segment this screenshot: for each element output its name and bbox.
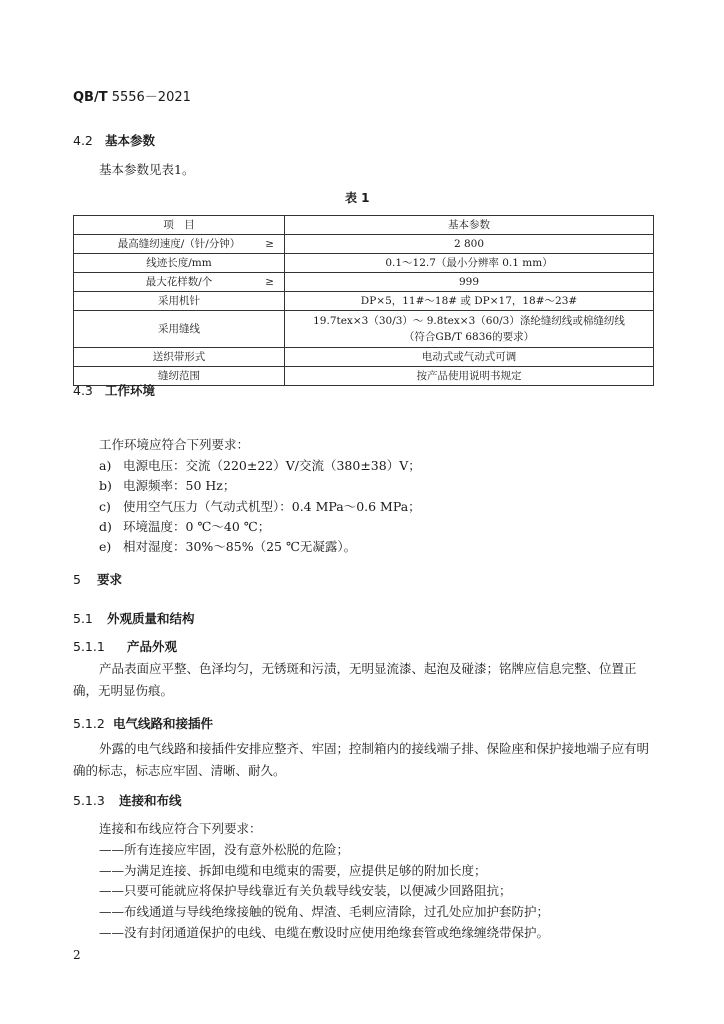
heading-5-1-2 <box>73 714 213 732</box>
parameters-table <box>73 215 654 386</box>
heading-title: 外观质量和结构 <box>107 611 195 626</box>
page-number: 2 <box>73 948 81 962</box>
item-label: 送织带形式 <box>152 351 206 363</box>
heading-4-2 <box>73 131 155 149</box>
table-row <box>74 254 654 273</box>
list-label: d) <box>99 519 112 534</box>
value-line-2: （符合GB/T 6836的要求） <box>403 331 535 343</box>
table-header-item: 项 目 <box>74 216 285 235</box>
list-item: ——没有封闭通道保护的电线、电缆在敷设时应使用绝缘套管或绝缘缠绕带保护。 <box>99 925 550 940</box>
heading-title: 产品外观 <box>127 639 178 654</box>
item-label: 最高缝纫速度/（针/分钟） <box>117 238 241 250</box>
item-label: 缝纫范围 <box>158 370 200 382</box>
heading-title: 连接和布线 <box>119 793 182 808</box>
table-cell-item <box>74 273 285 292</box>
heading-5-1 <box>73 609 195 627</box>
table-cell-item <box>74 348 285 367</box>
heading-title: 电气线路和接插件 <box>113 716 214 731</box>
list-item <box>99 497 421 515</box>
item-symbol: ≥ <box>265 276 274 288</box>
value-line-1: 19.7tex×3（30/3）～ 9.8tex×3（60/3）涤纶缝纫线或棉缝纫线 <box>313 315 625 327</box>
table-cell-item <box>74 254 285 273</box>
table-cell-item <box>74 311 285 348</box>
paragraph-appearance: 产品表面应平整、色泽均匀，无锈斑和污渍，无明显流漆、起泡及碰漆；铭牌应信息完整、位置正确，无明显伤痕。 <box>73 661 637 698</box>
table-cell-value <box>285 311 654 348</box>
table-cell-value: 2 800 <box>285 235 654 254</box>
list-item: ——布线通道与导线绝缘接触的锐角、焊渣、毛刺应清除，过孔处应加护套防护； <box>99 904 550 919</box>
list-label: a) <box>99 458 112 473</box>
list-item <box>99 517 270 535</box>
heading-title: 工作环境 <box>105 383 156 398</box>
table-row <box>74 292 654 311</box>
item-label: 线迹长度/mm <box>146 257 212 269</box>
table-header-value: 基本参数 <box>285 216 654 235</box>
heading-number: 4.3 <box>73 383 93 398</box>
heading-number: 5 <box>73 572 81 587</box>
list-text: 电源电压：交流（220±22）V/交流（380±38）V； <box>123 458 421 473</box>
list-text: 使用空气压力（气动式机型）：0.4 MPa～0.6 MPa； <box>123 499 421 514</box>
item-label: 最大花样数/个 <box>145 276 213 288</box>
table-cell-item <box>74 235 285 254</box>
item-symbol: ≥ <box>265 238 274 250</box>
heading-number: 5.1.3 <box>73 793 105 808</box>
paragraph-wiring-intro: 连接和布线应符合下列要求： <box>99 821 262 836</box>
list-item <box>99 476 235 494</box>
list-label: c) <box>99 499 111 514</box>
heading-4-3 <box>73 381 155 399</box>
paragraph-basic-params-intro: 基本参数见表1。 <box>99 162 195 177</box>
table-row <box>74 273 654 292</box>
heading-5-1-3 <box>73 791 182 809</box>
table-cell-value: 电动式或气动式可调 <box>285 348 654 367</box>
heading-5 <box>73 570 122 588</box>
document-code <box>73 86 191 105</box>
list-text: 环境温度：0 ℃～40 ℃； <box>123 519 271 534</box>
paragraph-env-intro: 工作环境应符合下列要求： <box>99 437 250 452</box>
table-cell-value: 0.1～12.7（最小分辨率 0.1 mm） <box>285 254 654 273</box>
document-code-number: 5556－2021 <box>107 90 191 105</box>
list-item: ——所有连接应牢固，没有意外松脱的危险； <box>99 842 350 857</box>
heading-number: 4.2 <box>73 133 93 148</box>
heading-5-1-1 <box>73 637 177 655</box>
item-label: 采用机针 <box>158 295 200 307</box>
heading-number: 5.1.2 <box>73 716 105 731</box>
list-item: ——只要可能就应将保护导线靠近有关负载导线安装，以便减少回路阻抗； <box>99 883 512 898</box>
list-label: b) <box>99 478 112 493</box>
list-item <box>99 537 356 555</box>
table-cell-value: 999 <box>285 273 654 292</box>
heading-title: 要求 <box>97 572 123 587</box>
list-text: 电源频率：50 Hz； <box>123 478 236 493</box>
document-code-prefix: QB/T <box>73 90 108 105</box>
table-cell-item <box>74 292 285 311</box>
list-text: 相对湿度：30%～85%（25 ℃无凝露）。 <box>123 539 357 554</box>
table-row <box>74 311 654 348</box>
list-label: e) <box>99 539 112 554</box>
table-caption: 表 1 <box>345 191 370 205</box>
table-cell-value: 按产品使用说明书规定 <box>285 367 654 386</box>
list-item <box>99 456 421 474</box>
paragraph-electrical: 外露的电气线路和接插件安排应整齐、牢固；控制箱内的接线端子排、保险座和保护接地端子应有明确的标志，标志应牢固、清晰、耐久。 <box>73 741 650 778</box>
heading-number: 5.1.1 <box>73 639 105 654</box>
table-row <box>74 235 654 254</box>
item-label: 采用缝线 <box>158 323 200 335</box>
table-row <box>74 348 654 367</box>
table-row <box>74 367 654 386</box>
list-item: ——为满足连接、拆卸电缆和电缆束的需要，应提供足够的附加长度； <box>99 863 487 878</box>
table-cell-value: DP×5，11#～18# 或 DP×17，18#～23# <box>285 292 654 311</box>
heading-title: 基本参数 <box>105 133 156 148</box>
table-header-row <box>74 216 654 235</box>
heading-number: 5.1 <box>73 611 93 626</box>
